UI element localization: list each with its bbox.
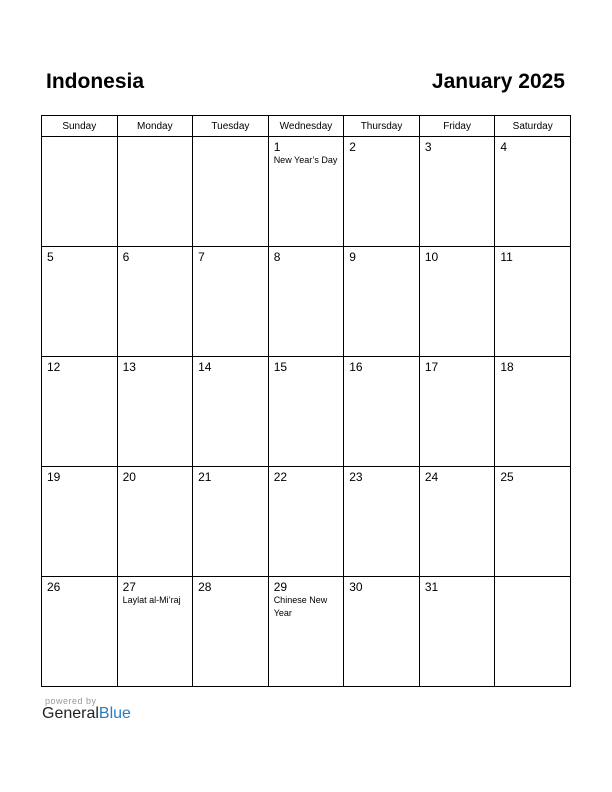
- day-cell: [117, 137, 193, 247]
- day-number: 18: [500, 360, 514, 374]
- week-row: [42, 247, 571, 357]
- day-cell: [117, 467, 193, 577]
- day-number: 9: [349, 250, 356, 264]
- calendar-grid: [41, 115, 571, 687]
- day-cell: [268, 357, 344, 467]
- country-title: Indonesia: [46, 70, 145, 93]
- day-cell: [42, 247, 118, 357]
- day-cell: [193, 247, 269, 357]
- day-cell: [268, 467, 344, 577]
- day-number: 15: [273, 360, 288, 374]
- day-cell: [495, 357, 571, 467]
- brand-blue-text: Blue: [98, 705, 131, 722]
- day-number: 4: [500, 140, 508, 154]
- day-cell: [344, 247, 420, 357]
- day-number: 16: [349, 360, 363, 374]
- day-cell: [42, 137, 118, 247]
- day-number: 10: [424, 250, 439, 264]
- day-number: 6: [122, 250, 130, 264]
- day-cell: [117, 247, 193, 357]
- day-number: 26: [47, 580, 61, 594]
- day-number: 7: [198, 250, 205, 264]
- holiday-label: Chinese New Year: [273, 595, 328, 618]
- day-cell: [419, 137, 495, 247]
- weekday-header-sunday: Sunday: [42, 116, 118, 137]
- day-number: 23: [349, 470, 363, 484]
- day-number: 27: [122, 580, 136, 594]
- day-cell: [117, 577, 193, 687]
- day-cell: [419, 577, 495, 687]
- day-cell: [495, 467, 571, 577]
- day-cell: [495, 137, 571, 247]
- holiday-label: Laylat al-Mi’raj: [122, 595, 181, 605]
- powered-by-label: powered by: [45, 696, 97, 706]
- week-row: [42, 357, 571, 467]
- day-cell: [344, 467, 420, 577]
- brand-general-text: General: [42, 705, 99, 722]
- day-cell: [42, 357, 118, 467]
- day-number: 11: [500, 250, 513, 264]
- day-cell: [419, 467, 495, 577]
- day-number: 3: [424, 140, 432, 154]
- day-number: 22: [273, 470, 288, 484]
- day-number: 14: [198, 360, 212, 374]
- weekday-header-monday: Monday: [117, 116, 193, 137]
- day-cell: [344, 577, 420, 687]
- weekday-header-wednesday: Wednesday: [268, 116, 344, 137]
- day-cell: [193, 577, 269, 687]
- day-cell: [419, 247, 495, 357]
- holiday-label: New Year’s Day: [273, 155, 338, 165]
- day-cell: [419, 357, 495, 467]
- day-cell: [117, 357, 193, 467]
- day-cell: [495, 577, 571, 687]
- day-cell: [193, 357, 269, 467]
- day-number: 30: [349, 580, 363, 594]
- day-number: 13: [122, 360, 136, 374]
- day-cell: [344, 357, 420, 467]
- week-row: [42, 577, 571, 687]
- day-number: 28: [198, 580, 212, 594]
- day-number: 20: [122, 470, 136, 484]
- day-number: 2: [349, 140, 356, 154]
- day-number: 17: [424, 360, 439, 374]
- day-number: 8: [273, 250, 281, 264]
- day-cell: [268, 247, 344, 357]
- day-number: 31: [424, 580, 439, 594]
- weekday-header-tuesday: Tuesday: [193, 116, 269, 137]
- weekday-header-saturday: Saturday: [495, 116, 571, 137]
- day-cell: [42, 577, 118, 687]
- weekday-header-row: [42, 116, 571, 137]
- day-cell: [42, 467, 118, 577]
- generalblue-logo: [42, 696, 131, 723]
- day-number: 24: [424, 470, 439, 484]
- day-cell: [344, 137, 420, 247]
- day-cell: [193, 467, 269, 577]
- weekday-header-thursday: Thursday: [344, 116, 420, 137]
- day-number: 1: [273, 140, 281, 154]
- brand-name: [42, 705, 131, 723]
- day-cell: [268, 137, 344, 247]
- weekday-header-friday: Friday: [419, 116, 495, 137]
- day-cell: [268, 577, 344, 687]
- week-row: [42, 137, 571, 247]
- day-number: 12: [47, 360, 61, 374]
- day-number: 21: [198, 470, 212, 484]
- day-number: 25: [500, 470, 514, 484]
- day-number: 29: [273, 580, 288, 594]
- day-cell: [495, 247, 571, 357]
- week-row: [42, 467, 571, 577]
- day-number: 19: [47, 470, 61, 484]
- day-cell: [193, 137, 269, 247]
- day-number: 5: [47, 250, 54, 264]
- month-year-title: January 2025: [431, 70, 565, 93]
